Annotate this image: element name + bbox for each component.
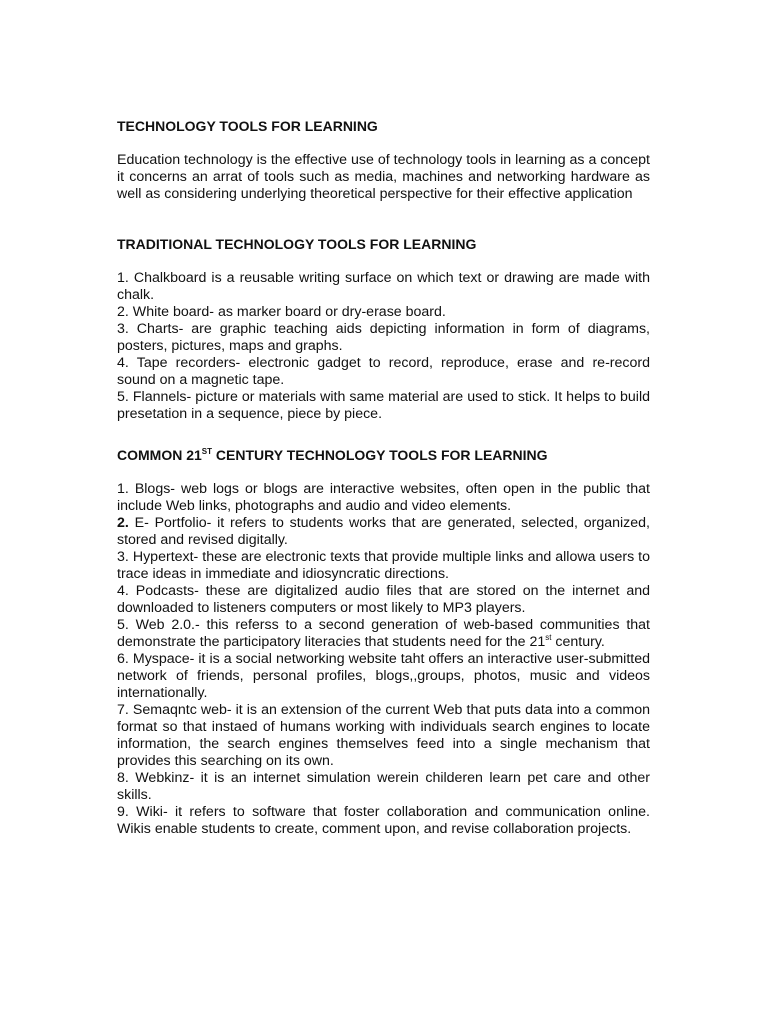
section-title-technology-tools: TECHNOLOGY TOOLS FOR LEARNING — [117, 118, 378, 134]
list-item: 5. Flannels- picture or materials with same material are used to stick. It helps to build presetation in a sequence, piece by piece. — [117, 389, 650, 422]
spacer — [117, 464, 650, 481]
list-item: 7. Semaqntc web- it is an extension of the current Web that puts data into a common format so that instaed of humans working with individuals search engines to locate information, the search engines themselves feed into a single mechanism that provides this searching on its own. — [117, 702, 650, 769]
list-item: 3. Hypertext- these are electronic texts that provide multiple links and allowa users to trace ideas in immediate and idiosyncratic directions. — [117, 549, 650, 582]
list-item: 4. Podcasts- these are digitalized audio files that are stored on the internet and downloaded to listeners computers or most likely to MP3 players. — [117, 583, 650, 616]
intro-paragraph: Education technology is the effective use of technology tools in learning as a concept it concerns an arrat of tools such as media, machines and networking hardware as well as considering underlying theoretical perspective for their effective application — [117, 152, 650, 202]
list-item: 5. Web 2.0.- this referss to a second generation of web-based communities that demonstrate the participatory literacies that students need for the 21st century. — [117, 617, 650, 650]
list-item: 1. Chalkboard is a reusable writing surface on which text or drawing are made with chalk. — [117, 270, 650, 303]
spacer — [117, 203, 650, 236]
list-item: 8. Webkinz- it is an internet simulation werein childeren learn pet care and other skills. — [117, 770, 650, 803]
section-title-traditional-tools: TRADITIONAL TECHNOLOGY TOOLS FOR LEARNING — [117, 236, 477, 252]
modern-tools-list — [117, 481, 650, 838]
list-item: 1. Blogs- web logs or blogs are interactive websites, often open in the public that include Web links, photographs and audio and video elements. — [117, 481, 650, 514]
list-item: 9. Wiki- it refers to software that foster collaboration and communication online. Wikis enable students to create, comment upon, and revise collaboration projects. — [117, 804, 650, 837]
spacer — [117, 135, 650, 152]
traditional-tools-list — [117, 270, 650, 423]
list-item: 2. E- Portfolio- it refers to students works that are generated, selected, organized, stored and revised digitally. — [117, 515, 650, 548]
list-item: 4. Tape recorders- electronic gadget to record, reproduce, erase and re-record sound on a magnetic tape. — [117, 355, 651, 388]
spacer — [117, 423, 650, 447]
document-page — [117, 118, 650, 838]
list-item: 2. White board- as marker board or dry-erase board. — [117, 304, 446, 320]
section-title-21st-century-tools: COMMON 21ST CENTURY TECHNOLOGY TOOLS FOR LEARNING — [117, 447, 548, 463]
list-item: 3. Charts- are graphic teaching aids depicting information in form of diagrams, posters, pictures, maps and graphs. — [117, 321, 650, 354]
spacer — [117, 253, 650, 270]
list-item: 6. Myspace- it is a social networking website taht offers an interactive user-submitted network of friends, personal profiles, blogs,,groups, photos, music and videos internationally. — [117, 651, 650, 701]
